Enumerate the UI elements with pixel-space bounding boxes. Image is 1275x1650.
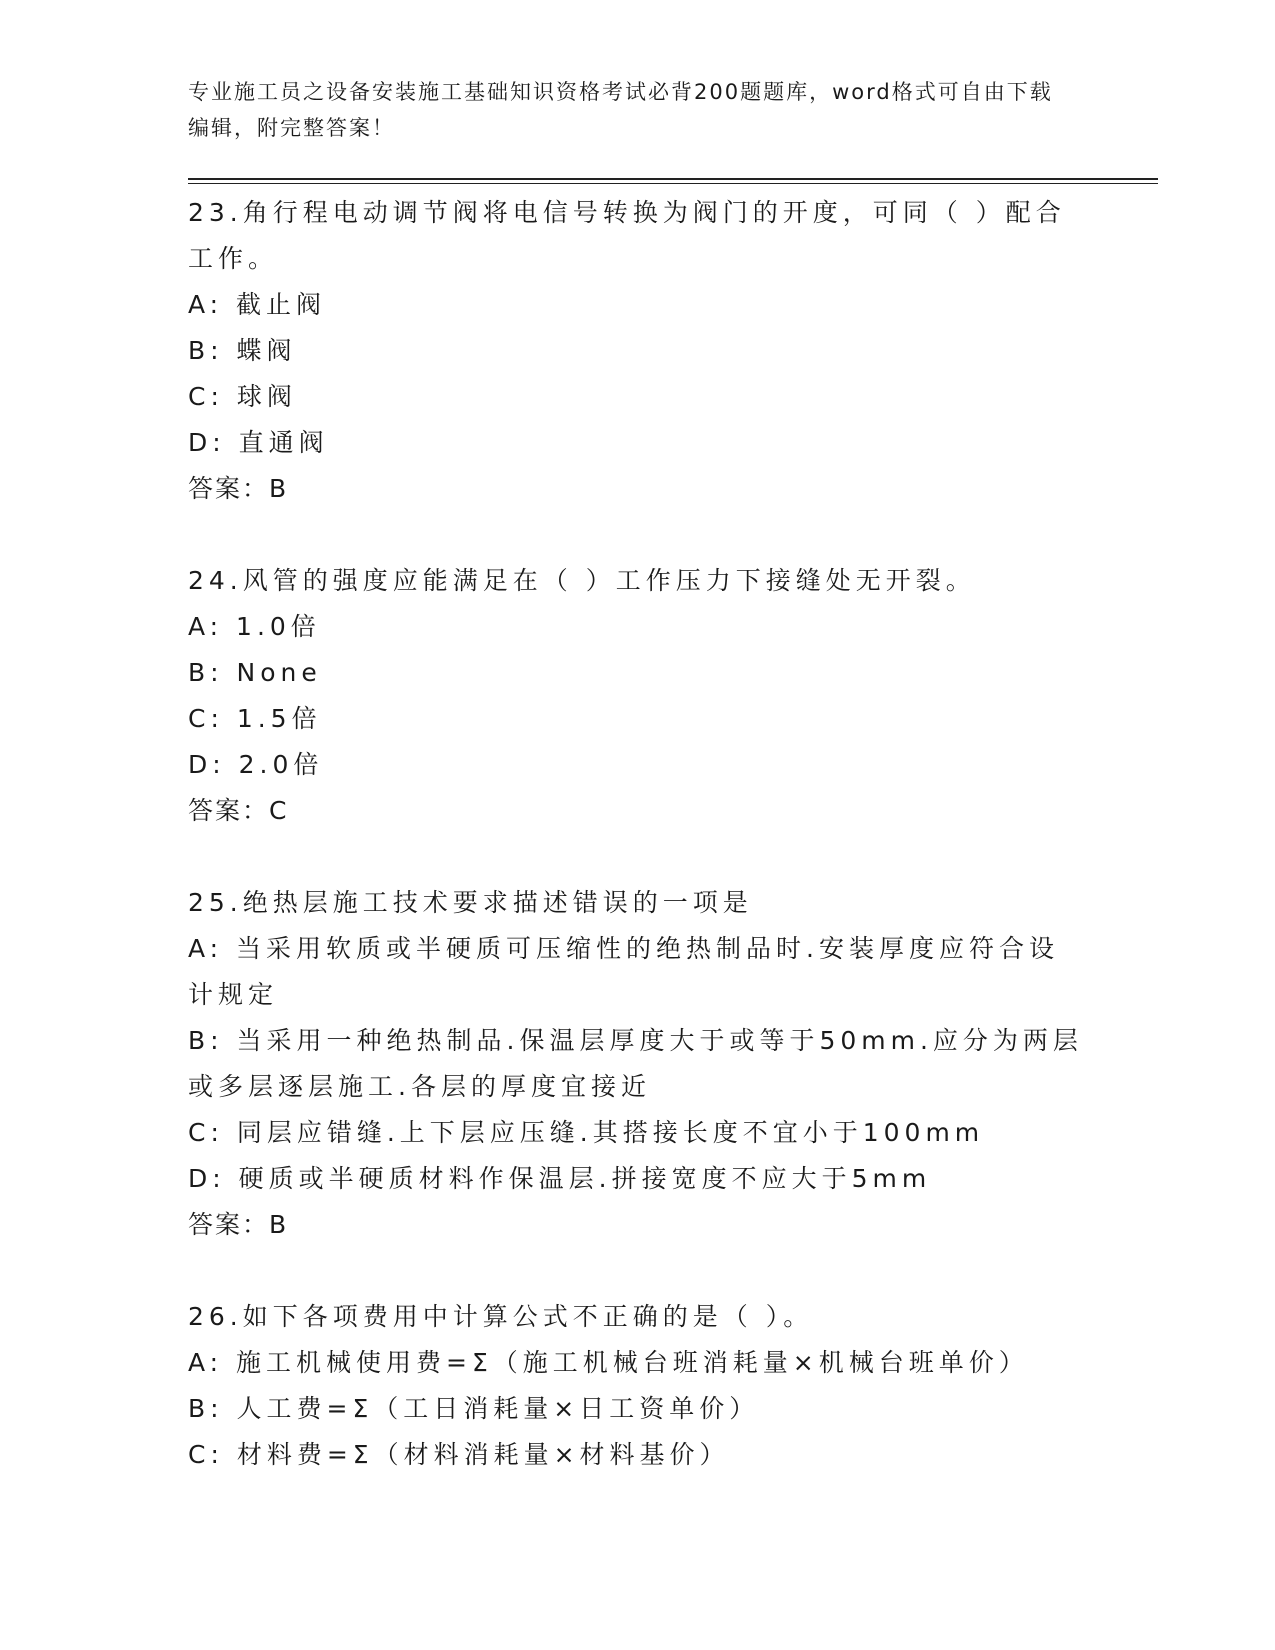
header-divider-thin	[188, 183, 1158, 184]
option-c: C: 球阀	[188, 382, 297, 411]
header-divider-thick	[188, 178, 1158, 180]
option-b: B: 当采用一种绝热制品.保温层厚度大于或等于50mm.应分为两层或多层逐层施工.各层的厚度宜接近	[188, 1026, 1083, 1101]
answer-line: 答案：B	[188, 474, 289, 503]
question-26	[188, 1294, 1088, 1478]
option-b: B: 蝶阀	[188, 336, 297, 365]
question-stem: 26.如下各项费用中计算公式不正确的是（ ）。	[188, 1302, 814, 1331]
option-a: A: 1.0倍	[188, 612, 321, 641]
option-d: D: 直通阀	[188, 428, 329, 457]
option-d: D: 硬质或半硬质材料作保温层.拼接宽度不应大于5mm	[188, 1164, 932, 1193]
question-stem: 25.绝热层施工技术要求描述错误的一项是	[188, 888, 753, 917]
document-header: 专业施工员之设备安装施工基础知识资格考试必背200题题库，word格式可自由下载编辑，附完整答案！	[188, 80, 1053, 140]
option-c: C: 材料费=Σ（材料消耗量×材料基价）	[188, 1440, 730, 1469]
option-a: A: 当采用软质或半硬质可压缩性的绝热制品时.安装厚度应符合设计规定	[188, 934, 1059, 1009]
question-24	[188, 558, 1088, 834]
option-d: D: 2.0倍	[188, 750, 324, 779]
option-a: A: 截止阀	[188, 290, 327, 319]
answer-line: 答案：B	[188, 1210, 289, 1239]
option-b: B: None	[188, 658, 322, 687]
option-c: C: 1.5倍	[188, 704, 322, 733]
question-stem: 23.角行程电动调节阀将电信号转换为阀门的开度，可同（ ）配合工作。	[188, 198, 1066, 273]
option-b: B: 人工费=Σ（工日消耗量×日工资单价）	[188, 1394, 760, 1423]
answer-line: 答案：C	[188, 796, 289, 825]
question-list	[188, 190, 1088, 1524]
question-stem: 24.风管的强度应能满足在（ ）工作压力下接缝处无开裂。	[188, 566, 976, 595]
question-25	[188, 880, 1088, 1248]
option-a: A: 施工机械使用费=Σ（施工机械台班消耗量×机械台班单价）	[188, 1348, 1029, 1377]
question-23	[188, 190, 1088, 512]
option-c: C: 同层应错缝.上下层应压缝.其搭接长度不宜小于100mm	[188, 1118, 985, 1147]
